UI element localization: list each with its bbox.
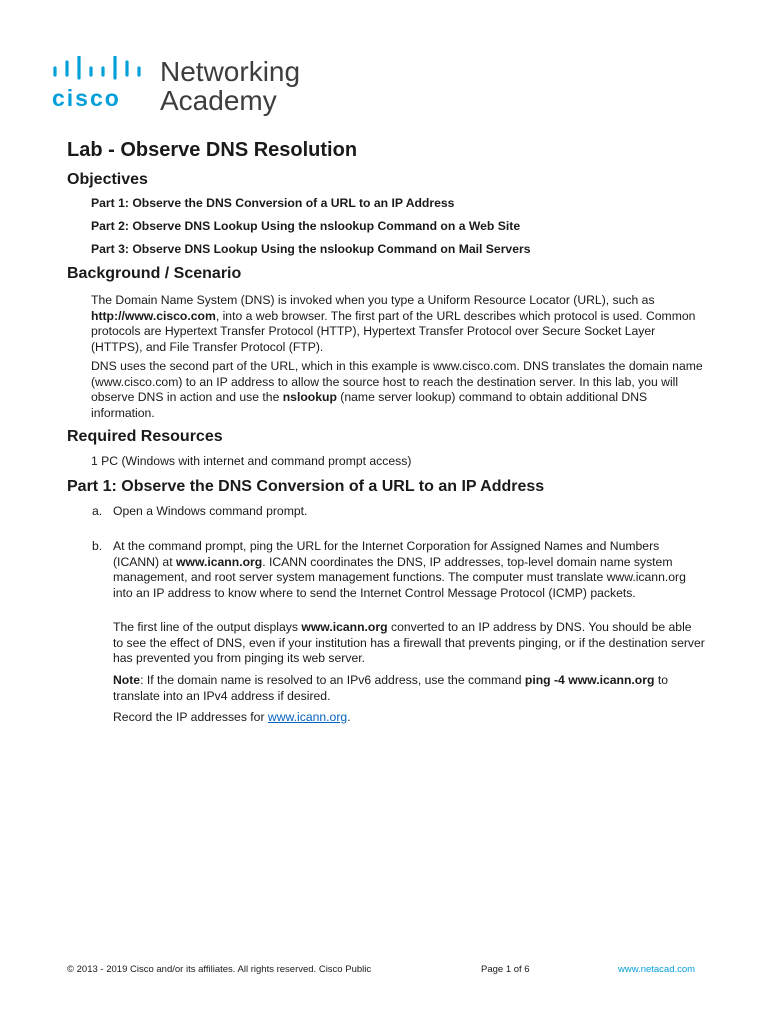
objective-part-2: Part 2: Observe DNS Lookup Using the nslookup Command on a Web Site [91, 219, 521, 233]
part-1-heading: Part 1: Observe the DNS Conversion of a URL to an IP Address [67, 478, 545, 495]
first-line-paragraph: The first line of the output displays www.icann.org converted to an IP address by DNS. You should be able to see the effect of DNS, even if your institution has a firewall that prevents pinging, or if the destination server has prevented you from pinging its web server. [113, 620, 705, 665]
note-paragraph: Note: If the domain name is resolved to an IPv6 address, use the command ping -4 www.icann.org to translate into an IPv4 address if desired. [113, 673, 669, 703]
cisco-wordmark: cisco [52, 85, 121, 111]
lab-title: Lab - Observe DNS Resolution [67, 139, 358, 161]
cisco-bridge-bars-icon [52, 56, 147, 80]
footer-page-number: Page 1 of 6 [481, 964, 530, 975]
background-heading: Background / Scenario [67, 265, 242, 282]
required-resources-heading: Required Resources [67, 428, 223, 445]
icann-link[interactable]: www.icann.org [267, 710, 348, 724]
step-a-text: Open a Windows command prompt. [113, 504, 308, 518]
background-paragraph-2: DNS uses the second part of the URL, which in this example is www.cisco.com. DNS translates the domain name (www.cisco.com) to an IP address to allow the source host to reach the destination server. In this lab, you will observe DNS in action and use the nslookup (name server lookup) command to obtain additional DNS information. [91, 359, 703, 420]
required-resource-item: 1 PC (Windows with internet and command prompt access) [91, 454, 412, 468]
logo-academy: Academy [160, 85, 277, 116]
step-b-marker: b. [92, 539, 103, 553]
step-b-text: At the command prompt, ping the URL for the Internet Corporation for Assigned Names and Numbers (ICANN) at www.icann.org. ICANN coordinates the DNS, IP addresses, top-level domain name system management, and root server system management functions. The computer must translate www.icann.org into an IP address to know where to send the Internet Control Message Protocol (ICMP) packets. [113, 539, 686, 600]
footer-url[interactable]: www.netacad.com [618, 964, 696, 975]
footer-copyright: © 2013 - 2019 Cisco and/or its affiliates. All rights reserved. Cisco Public [67, 964, 372, 975]
background-paragraph-1: The Domain Name System (DNS) is invoked when you type a Uniform Resource Locator (URL), such as http://www.cisco.com, into a web browser. The first part of the URL describes which protocol is used. Common protocols are Hypertext Transfer Protocol (HTTP), Hypertext Transfer Protocol over Secure Socket Layer (HTTPS), and File Transfer Protocol (FTP). [91, 293, 696, 354]
objectives-heading: Objectives [67, 171, 148, 188]
logo-networking: Networking [160, 56, 301, 87]
objective-part-3: Part 3: Observe DNS Lookup Using the nslookup Command on Mail Servers [91, 242, 531, 256]
record-paragraph: Record the IP addresses for www.icann.org. [113, 710, 351, 724]
objective-part-1: Part 1: Observe the DNS Conversion of a URL to an IP Address [91, 196, 455, 210]
step-a-marker: a. [92, 504, 103, 518]
